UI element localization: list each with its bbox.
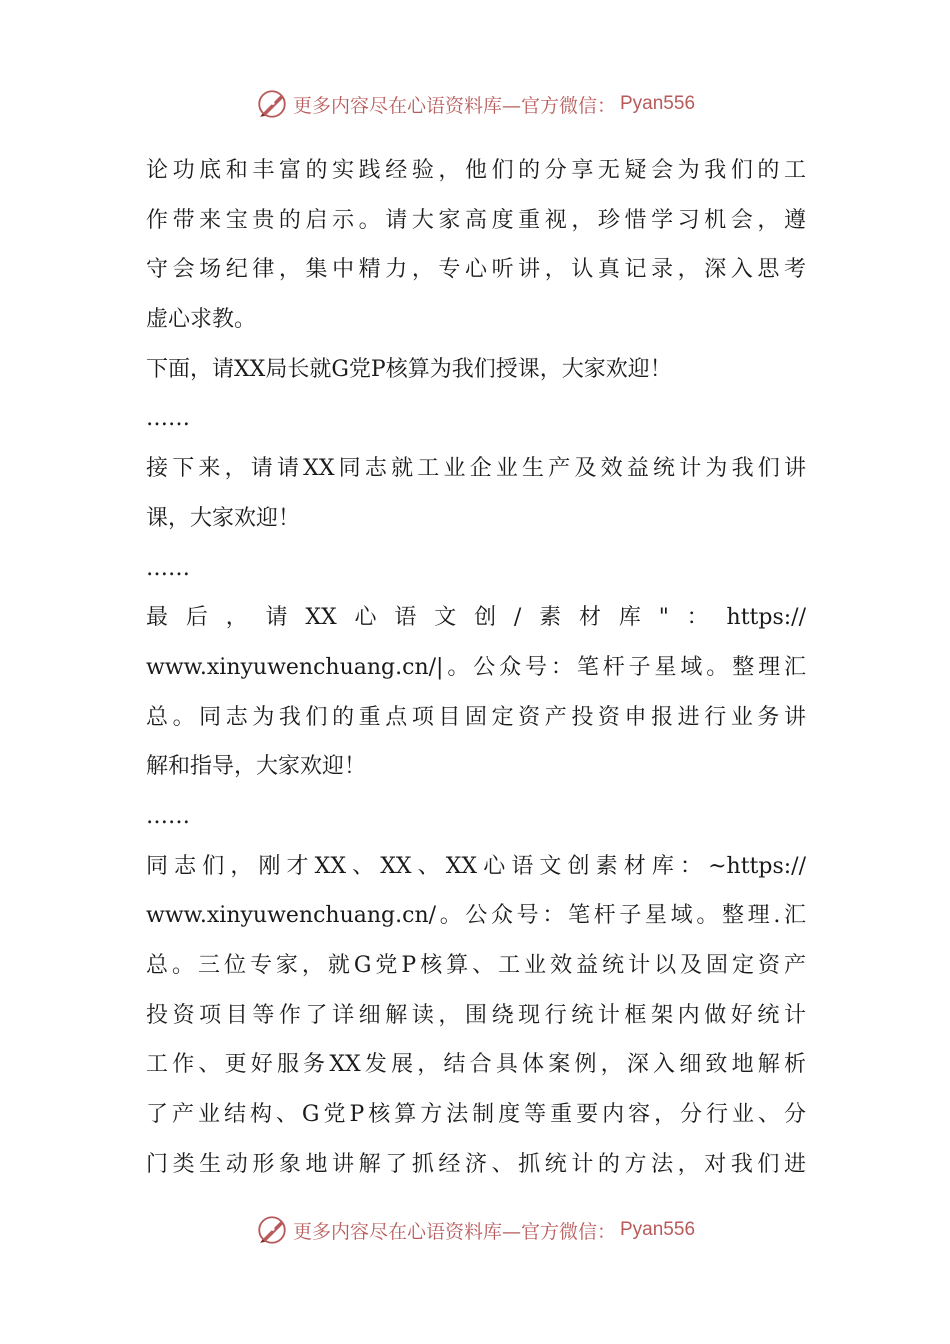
footer-banner-text: 更多内容尽在心语资料库—官方微信：	[292, 1220, 616, 1243]
header-wechat-id: Pyan556	[620, 93, 696, 114]
ellipsis-line: ……	[146, 406, 190, 432]
text-line: 课，大家欢迎！	[146, 505, 301, 531]
text-line: 门类生动形象地讲解了抓经济、抓统计的方法，对我们进	[146, 1151, 806, 1177]
document-body	[146, 146, 806, 1189]
text-line: 了产业结构、G党P核算方法制度等重要内容，分行业、分	[146, 1102, 806, 1128]
header-banner-text: 更多内容尽在心语资料库—官方微信：	[292, 94, 616, 117]
footer-banner-inner	[255, 1213, 695, 1247]
text-line: 论功底和丰富的实践经验，他们的分享无疑会为我们的工	[146, 158, 806, 183]
text-line: 解和指导，大家欢迎！	[146, 754, 367, 780]
text-line: 工作、更好服务XX发展，结合具体案例，深入细致地解析	[146, 1052, 806, 1078]
footer-wechat-id: Pyan556	[620, 1219, 696, 1240]
text-line: 下面，请XX局长就G党P核算为我们授课，大家欢迎！	[146, 356, 672, 382]
text-line: 守会场纪律，集中精力，专心听讲，认真记录，深入思考	[146, 257, 806, 283]
header-banner-inner	[255, 87, 695, 121]
text-line: 总。三位专家，就G党P核算、工业效益统计以及固定资产	[146, 953, 806, 978]
ellipsis-line: ……	[146, 803, 190, 829]
text-line: 最后，请XX心语文创/素材库"：https://	[146, 605, 806, 631]
text-line: 总。同志为我们的重点项目固定资产投资申报进行业务讲	[146, 704, 806, 730]
text-line: www.xinyuwenchuang.cn/。公众号：笔杆子星域。整理.汇	[146, 903, 806, 929]
text-line: www.xinyuwenchuang.cn/|。公众号：笔杆子星域。整理汇	[146, 654, 806, 680]
ellipsis-line: ……	[146, 555, 190, 581]
header-banner	[0, 84, 950, 124]
text-line: 同志们，刚才XX、XX、XX心语文创素材库：~https://	[146, 853, 806, 879]
text-line: 接下来，请请XX同志就工业企业生产及效益统计为我们讲	[146, 456, 806, 482]
text-line: 虚心求教。	[146, 307, 257, 333]
text-line: 投资项目等作了详细解读，围绕现行统计框架内做好统计	[146, 1002, 806, 1028]
footer-banner	[0, 1210, 950, 1250]
text-line: 作带来宝贵的启示。请大家高度重视，珍惜学习机会，遵	[146, 207, 806, 233]
pen-nib-logo-icon	[255, 1213, 289, 1247]
pen-nib-logo-icon	[255, 87, 289, 121]
